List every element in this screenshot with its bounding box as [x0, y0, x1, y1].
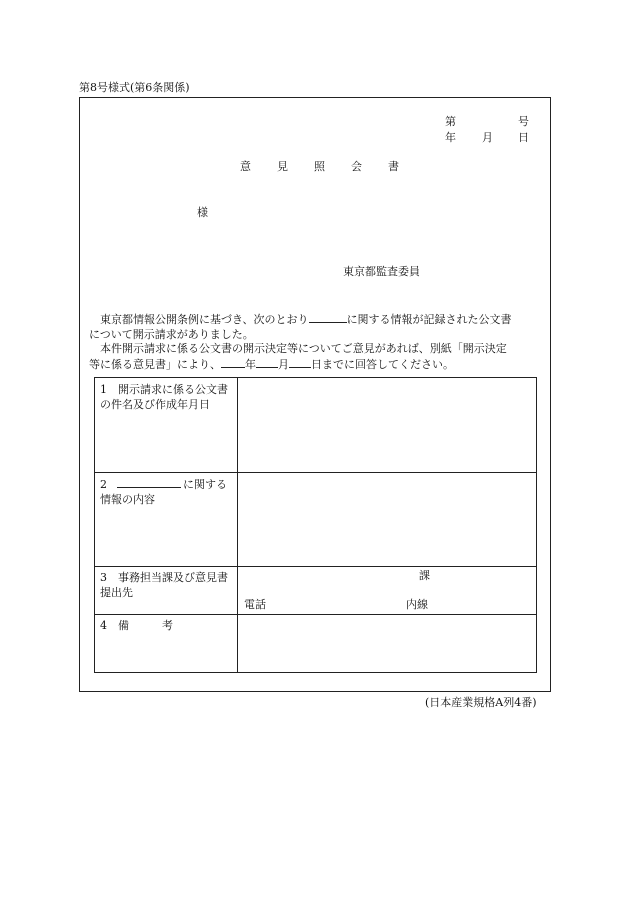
page-title: 意見照会書 [240, 160, 425, 173]
sender-name: 東京都監査委員 [343, 265, 420, 278]
body-p1-a: 東京都情報公開条例に基づき、次のとおり [100, 313, 309, 326]
form-number: 第8号様式(第6条関係) [79, 81, 190, 94]
blank-row2-info [117, 476, 181, 488]
body-p2-year: 年 [245, 358, 256, 371]
table-row-divider-2 [95, 566, 536, 567]
row-label-document-title: 1 開示請求に係る公文書の件名及び作成年月日 [100, 383, 228, 411]
blank-reply-month [256, 356, 278, 368]
date-month: 月 [482, 131, 493, 144]
row-label-info-content [100, 476, 236, 507]
date-day: 日 [518, 131, 529, 144]
row2-number: 2 [100, 478, 107, 491]
addressee-suffix: 様 [197, 206, 208, 219]
body-p2-end: 日までに回答してください。 [311, 358, 454, 371]
body-p1-c: について開示請求がありました。 [89, 328, 254, 341]
body-paragraph-2 [89, 341, 544, 372]
body-paragraph-1 [89, 311, 544, 342]
row2-suffix: に関する情報の内容 [100, 478, 227, 506]
phone-label: 電話 [244, 598, 266, 611]
blank-reply-year [221, 356, 245, 368]
extension-label: 内線 [406, 598, 428, 611]
blank-info-type [309, 311, 347, 323]
body-p2-b: 等に係る意見書」により、 [89, 358, 221, 371]
body-p2-a: 本件開示請求に係る公文書の開示決定等についてご意見があれば、別紙「開示決定 [100, 342, 507, 355]
doc-no-label: 第 [445, 115, 456, 128]
paper-size-note: (日本産業規格A列4番) [425, 696, 537, 709]
body-p2-month: 月 [278, 358, 289, 371]
table-column-divider [237, 378, 238, 672]
blank-reply-day [289, 356, 311, 368]
form-table [94, 377, 537, 673]
table-row-divider-3 [95, 614, 536, 615]
body-p1-b: に関する情報が記録された公文書 [346, 313, 512, 326]
section-label: 課 [419, 569, 430, 582]
row-label-remarks: 4 備 考 [100, 619, 173, 632]
table-row-divider-1 [95, 472, 536, 473]
doc-no-suffix: 号 [518, 115, 529, 128]
date-year: 年 [445, 131, 456, 144]
row-label-contact: 3 事務担当課及び意見書提出先 [100, 571, 228, 599]
